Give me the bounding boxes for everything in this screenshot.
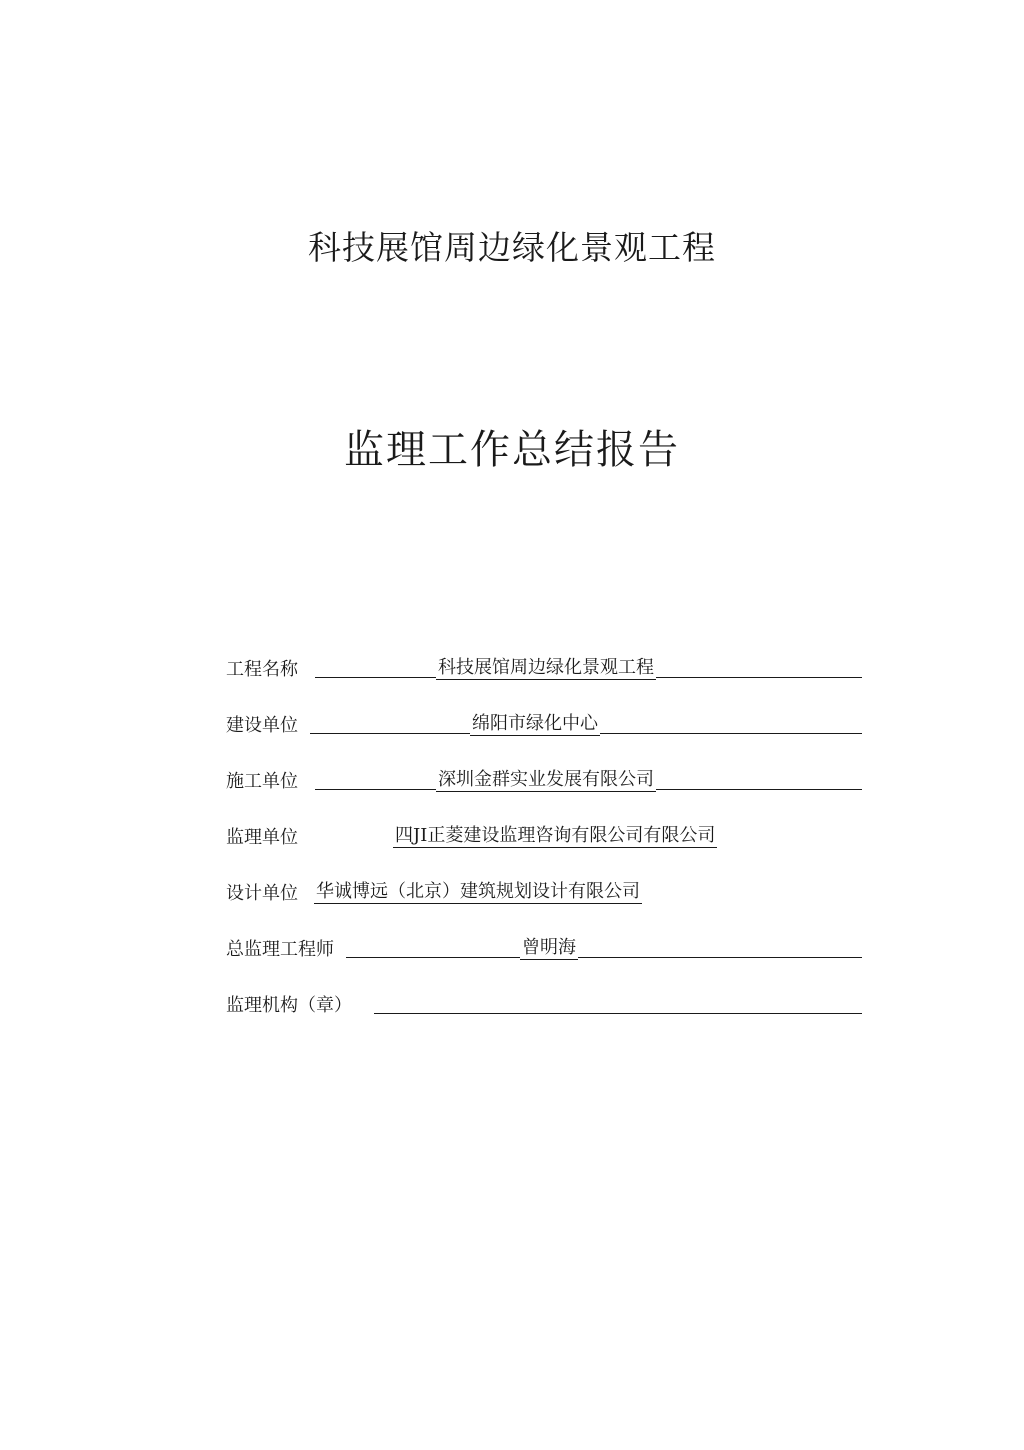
field-project-name: [226, 657, 862, 683]
project-title: 科技展馆周边绿化景观工程: [308, 228, 716, 267]
field-value: 华诚博远（北京）建筑规划设计有限公司: [316, 881, 640, 902]
field-label: 建设单位: [226, 715, 298, 736]
field-supervision-org: [226, 993, 862, 1019]
field-chief-engineer: [226, 937, 862, 963]
field-construction-owner: [226, 713, 862, 739]
field-label: 设计单位: [226, 883, 298, 904]
field-label: 总监理工程师: [226, 939, 334, 960]
field-label: 施工单位: [226, 771, 298, 792]
field-value: 绵阳市绿化中心: [472, 713, 598, 734]
report-title: 监理工作总结报告: [344, 427, 680, 473]
field-value: 科技展馆周边绿化景观工程: [438, 657, 654, 678]
field-designer: [226, 881, 686, 907]
signature-line: [374, 1013, 862, 1014]
underline: [346, 957, 862, 958]
field-label: 工程名称: [226, 659, 298, 680]
field-label: 监理机构（章）: [226, 995, 352, 1016]
field-contractor: [226, 769, 862, 795]
field-value: 深圳金群实业发展有限公司: [438, 769, 654, 790]
field-supervisor: [226, 825, 766, 851]
field-value: 曾明海: [522, 937, 576, 958]
field-label: 监理单位: [226, 827, 298, 848]
field-value: 四JI正菱建设监理咨询有限公司有限公司: [395, 825, 716, 846]
